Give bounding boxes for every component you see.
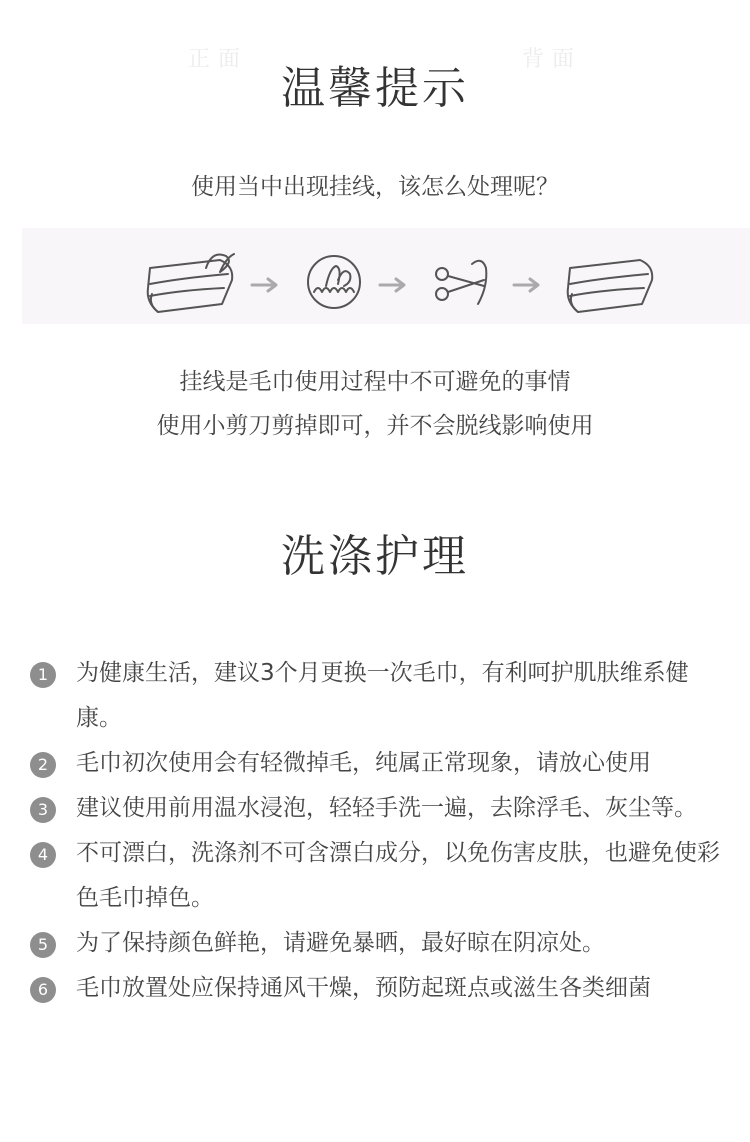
number-badge: 3 [30, 797, 56, 823]
arrow-right-icon [252, 279, 276, 291]
care-item-text: 建议使用前用温水浸泡，轻轻手洗一遍，去除浮毛、灰尘等。 [76, 795, 697, 821]
care-item [30, 966, 730, 1011]
number-badge: 6 [30, 977, 56, 1003]
towel-with-loop-icon [148, 254, 234, 312]
folded-towel-icon [568, 260, 653, 312]
scissors-icon [436, 261, 486, 304]
tips-question: 使用当中出现挂线，该怎么处理呢？ [191, 174, 559, 200]
care-item-text: 毛巾放置处应保持通风干燥，预防起斑点或滋生各类细菌 [76, 975, 651, 1001]
number-badge: 4 [30, 842, 56, 868]
number-badge: 5 [30, 932, 56, 958]
steps-illustration [22, 228, 750, 324]
arrow-right-icon [514, 279, 538, 291]
number-badge: 2 [30, 752, 56, 778]
arrow-right-icon [380, 279, 404, 291]
care-item-text: 毛巾初次使用会有轻微掉毛，纯属正常现象，请放心使用 [76, 750, 651, 776]
tips-title: 温馨提示 [281, 63, 469, 114]
ghost-label-front: 正面 [188, 47, 249, 72]
tips-note: 使用小剪刀剪掉即可，并不会脱线影响使用 [156, 413, 594, 439]
care-item [30, 786, 730, 831]
care-list [30, 651, 730, 1011]
care-item [30, 651, 730, 741]
tips-notes [0, 360, 750, 448]
ghost-label-back: 背面 [522, 47, 583, 72]
care-item [30, 921, 730, 966]
loops-magnified-icon [308, 256, 360, 308]
care-item [30, 741, 730, 786]
care-item [30, 831, 730, 921]
care-title: 洗涤护理 [281, 531, 469, 582]
tips-note: 挂线是毛巾使用过程中不可避免的事情 [179, 369, 571, 395]
care-item-text: 不可漂白，洗涤剂不可含漂白成分，以免伤害皮肤，也避免使彩色毛巾掉色。 [76, 840, 720, 911]
number-badge: 1 [30, 662, 56, 688]
care-item-text: 为健康生活，建议3个月更换一次毛巾，有利呵护肌肤维系健康。 [76, 660, 689, 731]
care-item-text: 为了保持颜色鲜艳，请避免暴晒，最好晾在阴凉处。 [76, 930, 605, 956]
